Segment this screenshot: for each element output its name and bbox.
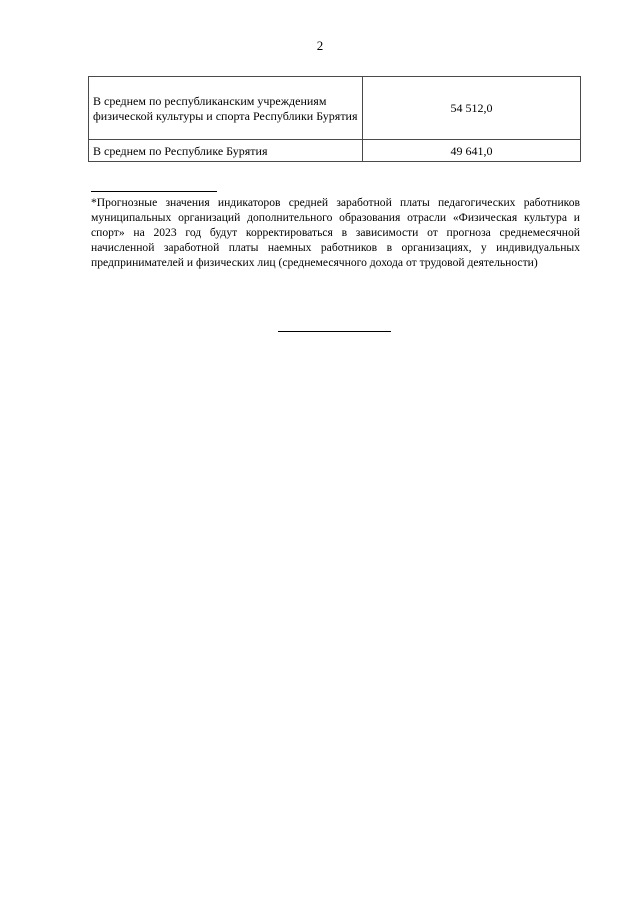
table-row [89,77,581,140]
footnote-separator [91,191,217,192]
row-value: 49 641,0 [363,140,581,162]
footnote: *Прогнозные значения индикаторов средней заработной платы педагогических работников муниципальных организаций дополнительного образования отрасли «Физическая культура и спорт» на 2023 год будут корректироваться в зависимости от прогноза среднемесячной начисленной заработной платы наемных работников в организациях, у индивидуальных предпринимателей и физических лиц (среднемесячного дохода от трудовой деятельности) [91,196,580,269]
salary-table [88,76,581,162]
table-row [89,140,581,162]
document-end-line [278,331,391,332]
page-number: 2 [316,38,324,53]
row-value: 54 512,0 [363,77,581,140]
row-label: В среднем по республиканским учреждениям физической культуры и спорта Республики Бурятия [89,77,363,140]
row-label: В среднем по Республике Бурятия [89,140,363,162]
